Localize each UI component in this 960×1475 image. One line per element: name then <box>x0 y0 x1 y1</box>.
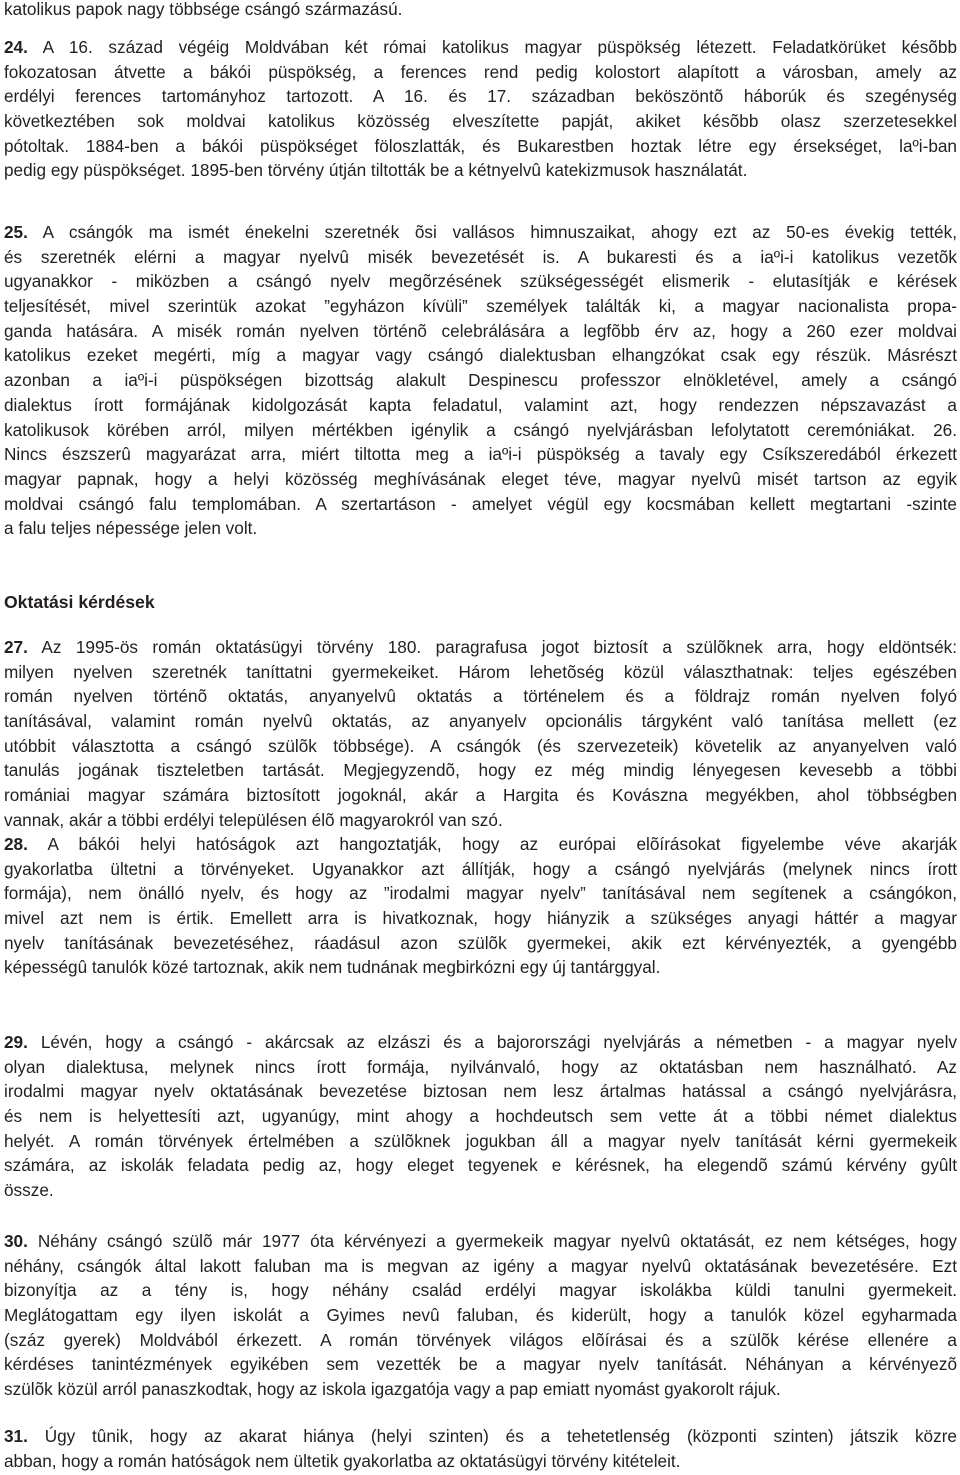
text-line: gyakorlatba ültetni a törvényeket. Ugyanakkor azt állítják, hogy a csángó nyelvjárás (melynek nincs írott <box>4 858 957 879</box>
text-line: 25. A csángók ma ismét énekelni szeretnék õsi vallásos himnuszaikat, ahogy ezt az 50-es évekig tették, <box>4 222 957 242</box>
text-line: helyét. A román törvények értelmében a szülõknek jogukban áll a magyar nyelv tanítását kérni gyermekeik <box>4 1130 957 1151</box>
text-line: bizonyítja az a tény is, hogy néhány család erdélyi magyar iskolákba küldi tanulni gyermekeit. <box>4 1280 957 1301</box>
text-line: formája), nem önálló nyelv, és hogy az ”irodalmi magyar nyelv” tanításával nem segítenek a csángókon, <box>4 883 957 904</box>
text-line: tanításával, valamint román nyelvû oktatás, az anyanyelv opcionális tárgyként való tanítása mellett (ez <box>4 711 957 732</box>
text-line: és szeretnék elérni a magyar nyelvû misék bevezetését is. A bukaresti és a iaºi-i katolikus vezetõk <box>4 246 957 267</box>
text-line: azonban a iaºi-i püspökségen bizottság alakult Despinescu professzor elnökletével, amely a csángó <box>4 370 957 391</box>
text-line: ugyanakkor - miközben a csángó nyelv megõrzésének szükségességét elismerik - elutasítják e kérések <box>4 271 957 292</box>
paragraph-30 <box>4 1229 957 1402</box>
text-line: kérdéses tanintézmények egyikében sem vezették be a magyar nyelv tanítását. Néhányan a kérvényezõ <box>4 1354 957 1375</box>
text-line: utóbbit választotta a csángó szülõk többsége). A csángók (és szervezeteik) követelik az anyanyelven való <box>4 735 957 756</box>
text-line: katolikusok körében arról, milyen mértékben igénylik a csángó nyelvjárásban lefolytatott ceremóniákat. 26. <box>4 419 957 440</box>
text-line: következtében sok moldvai katolikus közösség elveszítette papját, akiket késõbb olasz szerzetesekkel <box>4 111 957 132</box>
text-line: magyar papnak, hogy a helyi közösség meghívásának eleget téve, magyar nyelvû misét tartson az egyik <box>4 468 957 489</box>
text-line: néhány, csángók által lakott faluban ma is megvan az igény a magyar nyelvû oktatásának bevezetésére. Ezt <box>4 1255 957 1276</box>
text-line: 27. Az 1995-ös román oktatásügyi törvény 180. paragrafusa jogot biztosít a szülõknek arra, hogy eldöntsék: <box>4 637 957 657</box>
text-line: 30. Néhány csángó szülõ már 1977 óta kérvényezi a gyermekeik magyar nyelvû oktatását, ez nem kétséges, hogy <box>4 1231 957 1251</box>
paragraph-number: 28. <box>4 834 28 854</box>
text-line: román nyelven történõ oktatás, anyanyelvû oktatás a történelem és a földrajz román nyelven folyó <box>4 686 957 707</box>
paragraph-number: 25. <box>4 222 28 242</box>
text-line: dialektus írott formájának kidolgozását kapta feladatul, valamint azt, hogy rendezzen népszavazást a <box>4 394 957 415</box>
paragraph-number: 27. <box>4 637 28 657</box>
text-line: vannak, akár a többi erdélyi településen élõ magyarokról van szó. <box>4 809 503 830</box>
paragraph-number: 30. <box>4 1231 28 1251</box>
paragraph-31 <box>4 1424 957 1473</box>
text-line: katolikus ezeket megérti, míg a magyar vagy csángó dialektusban elhangzókat csak egy részük. Másrészt <box>4 345 957 366</box>
text-line: olyan dialektusa, melynek nincs írott formája, nyilvánvaló, hogy az oktatásban nem használható. Az <box>4 1056 957 1077</box>
text-line: szülõk közül arról panaszkodtak, hogy az iskola igazgatója vagy a pap emiatt nyomást gyakorolt rájuk. <box>4 1379 781 1400</box>
text-line: irodalmi magyar nyelv oktatásának bevezetése biztosan nem lesz ártalmas hatással a csángó nyelvjárásra, <box>4 1081 957 1102</box>
text-line: képességû tanulók közé tartoznak, akik nem tudnának megbirkózni egy új tantárggyal. <box>4 957 661 978</box>
text-line: 24. A 16. század végéig Moldvában két római katolikus magyar püspökség létezett. Feladatkörüket késõbb <box>4 37 957 57</box>
paragraph-number: 31. <box>4 1426 28 1446</box>
text-line: erdélyi ferences tartományhoz tartozott. A 16. és 17. században beköszöntõ háborúk és szegénység <box>4 86 957 107</box>
section-heading: Oktatási kérdések <box>4 592 155 612</box>
text-line: milyen nyelven szeretnék taníttatni gyermekeiket. Három lehetõség közül választhatnak: teljes egészében <box>4 661 957 682</box>
text-line: romániai magyar számára biztosított jogoknál, akár a Hargita és Kovászna megyékben, ahol többségben <box>4 785 957 806</box>
paragraph-29 <box>4 1030 957 1203</box>
paragraph-number: 24. <box>4 37 28 57</box>
text-line: tanulás jogának tiszteletben tartását. Megjegyzendõ, hogy ez még mindig lényegesen kevesebb a többi <box>4 760 957 781</box>
paragraph-number: 29. <box>4 1032 28 1052</box>
paragraph-24 <box>4 35 957 183</box>
paragraph-25 <box>4 220 957 541</box>
text-line: fokozatosan átvette a bákói püspökség, a ferences rend pedig kolostort alapított a városban, amely az <box>4 61 957 82</box>
text-line: pótoltak. 1884-ben a bákói püspökséget föloszlatták, és Bukarestben hoztak létre egy érsekséget, laºi-ban <box>4 135 957 156</box>
text-line: teljesítését, mivel szerintük azokat ”egyházon kívüli” személyek találták ki, a magyar nacionalista propa- <box>4 296 957 317</box>
text-line: abban, hogy a román hatóságok nem ültetik gyakorlatba az oktatásügyi törvény kitételeit. <box>4 1450 681 1471</box>
text-line: moldvai csángó falu templomában. A szertartáson - amelyet végül egy kocsmában kellett megtartani -szinte <box>4 493 957 514</box>
text-line: Nincs észszerû magyarázat arra, miért tiltotta meg a iaºi-i püspökség a tavaly egy Csíkszeredából érkezett <box>4 444 957 465</box>
text-line: 28. A bákói helyi hatóságok azt hangoztatják, hogy az európai elõírásokat figyelembe véve akarják <box>4 834 957 854</box>
text-line: a falu teljes népessége jelen volt. <box>4 518 258 539</box>
text-line: és nem is helyettesíti azt, ugyanúgy, mint ahogy a hochdeutsch sem vette át a többi német dialektus <box>4 1106 957 1127</box>
paragraph-28 <box>4 832 957 980</box>
text-line: 29. Lévén, hogy a csángó - akárcsak az elzászi és a bajorországi nyelvjárás a németben - a magyar nyelv <box>4 1032 957 1052</box>
text-line: ganda hatására. A misék román nyelven történõ celebrálására a legfõbb érv az, hogy a 260 ezer moldvai <box>4 320 957 341</box>
text-line: pedig egy püspökséget. 1895-ben törvény útján tiltották be a kétnyelvû katekizmusok használatát. <box>4 160 748 181</box>
text-line: mivel azt nem is értik. Emellett arra is hivatkoznak, hogy hiányzik a szükséges anyagi háttér a magyar <box>4 908 957 929</box>
text-line: össze. <box>4 1180 54 1201</box>
text-line: Meglátogattam egy ilyen iskolát a Gyimes nevû faluban, és kiderült, hogy a tanulók közel egyharmada <box>4 1305 957 1326</box>
paragraph-intro-tail <box>4 0 957 22</box>
text-line: 31. Úgy tûnik, hogy az akarat hiánya (helyi szinten) és a tehetetlenség (központi szinten) játszik közre <box>4 1426 957 1446</box>
text-line: számára, az iskolák feladata pedig az, hogy eleget tegyenek e kérésnek, ha elegendõ számú kérvény gyûlt <box>4 1155 957 1176</box>
text-line: nyelv tanításának bevezetéséhez, ráadásul azon szülõk gyermekei, akik ezt kérvényezték, a gyengébb <box>4 932 957 953</box>
text-line: (száz gyerek) Moldvából érkezett. A román törvények világos elõírásai és a szülõk kérése ellenére a <box>4 1329 957 1350</box>
paragraph-27 <box>4 635 957 833</box>
text-line: katolikus papok nagy többsége csángó származású. <box>4 0 403 19</box>
